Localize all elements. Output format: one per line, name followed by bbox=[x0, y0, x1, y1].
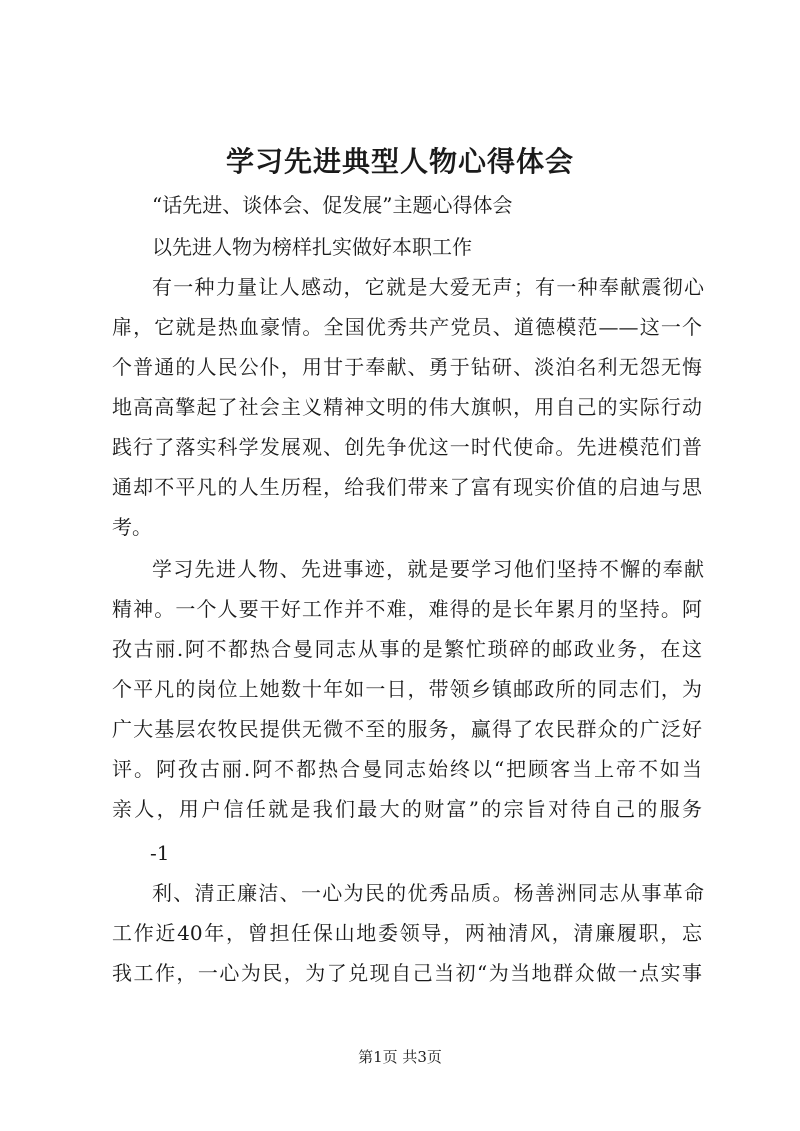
page-footer: 第1页 共3页 bbox=[358, 1048, 442, 1066]
subtitle-heading: 以先进人物为榜样扎实做好本职工作 bbox=[152, 235, 472, 259]
paragraph-3-line-3: 我工作，一心为民，为了兑现自己当初“为当地群众做一点实事 bbox=[112, 961, 702, 985]
paragraph-1-line-1: 有一种力量让人感动，它就是大爱无声；有一种奉献震彻心 bbox=[152, 275, 704, 299]
paragraph-1-line-5: 践行了落实科学发展观、创先争优这一时代使命。先进模范们普 bbox=[112, 435, 702, 459]
page-marker: -1 bbox=[150, 841, 170, 865]
paragraph-1-line-3: 个普通的人民公仆，用甘于奉献、勇于钻研、淡泊名利无怨无悔 bbox=[112, 355, 702, 379]
subtitle-theme: “话先进、谈体会、促发展”主题心得体会 bbox=[152, 193, 513, 217]
paragraph-1-line-4: 地高高擎起了社会主义精神文明的伟大旗帜，用自己的实际行动 bbox=[112, 395, 702, 419]
paragraph-2-line-7: 亲人，用户信任就是我们最大的财富”的宗旨对待自己的服务 bbox=[112, 797, 702, 821]
document-title: 学习先进典型人物心得体会 bbox=[225, 145, 574, 178]
paragraph-3-line-1: 利、清正廉洁、一心为民的优秀品质。杨善洲同志从事革命 bbox=[152, 881, 704, 905]
paragraph-2-line-4: 个平凡的岗位上她数十年如一日，带领乡镇邮政所的同志们，为 bbox=[112, 677, 702, 701]
paragraph-2-line-2: 精神。一个人要干好工作并不难，难得的是长年累月的坚持。阿 bbox=[112, 597, 702, 621]
paragraph-1-line-7: 考。 bbox=[112, 515, 152, 539]
paragraph-2-line-5: 广大基层农牧民提供无微不至的服务，赢得了农民群众的广泛好 bbox=[112, 717, 702, 741]
paragraph-3-line-2: 工作近40年，曾担任保山地委领导，两袖清风，清廉履职，忘 bbox=[112, 921, 702, 945]
paragraph-2-line-3: 孜古丽.阿不都热合曼同志从事的是繁忙琐碎的邮政业务，在这 bbox=[112, 637, 702, 661]
paragraph-1-line-2: 扉，它就是热血豪情。全国优秀共产党员、道德模范——这一个 bbox=[112, 315, 702, 339]
paragraph-2-line-6: 评。阿孜古丽.阿不都热合曼同志始终以“把顾客当上帝不如当 bbox=[112, 757, 702, 781]
paragraph-2-line-1: 学习先进人物、先进事迹，就是要学习他们坚持不懈的奉献 bbox=[152, 557, 704, 581]
paragraph-1-line-6: 通却不平凡的人生历程，给我们带来了富有现实价值的启迪与思 bbox=[112, 475, 702, 499]
